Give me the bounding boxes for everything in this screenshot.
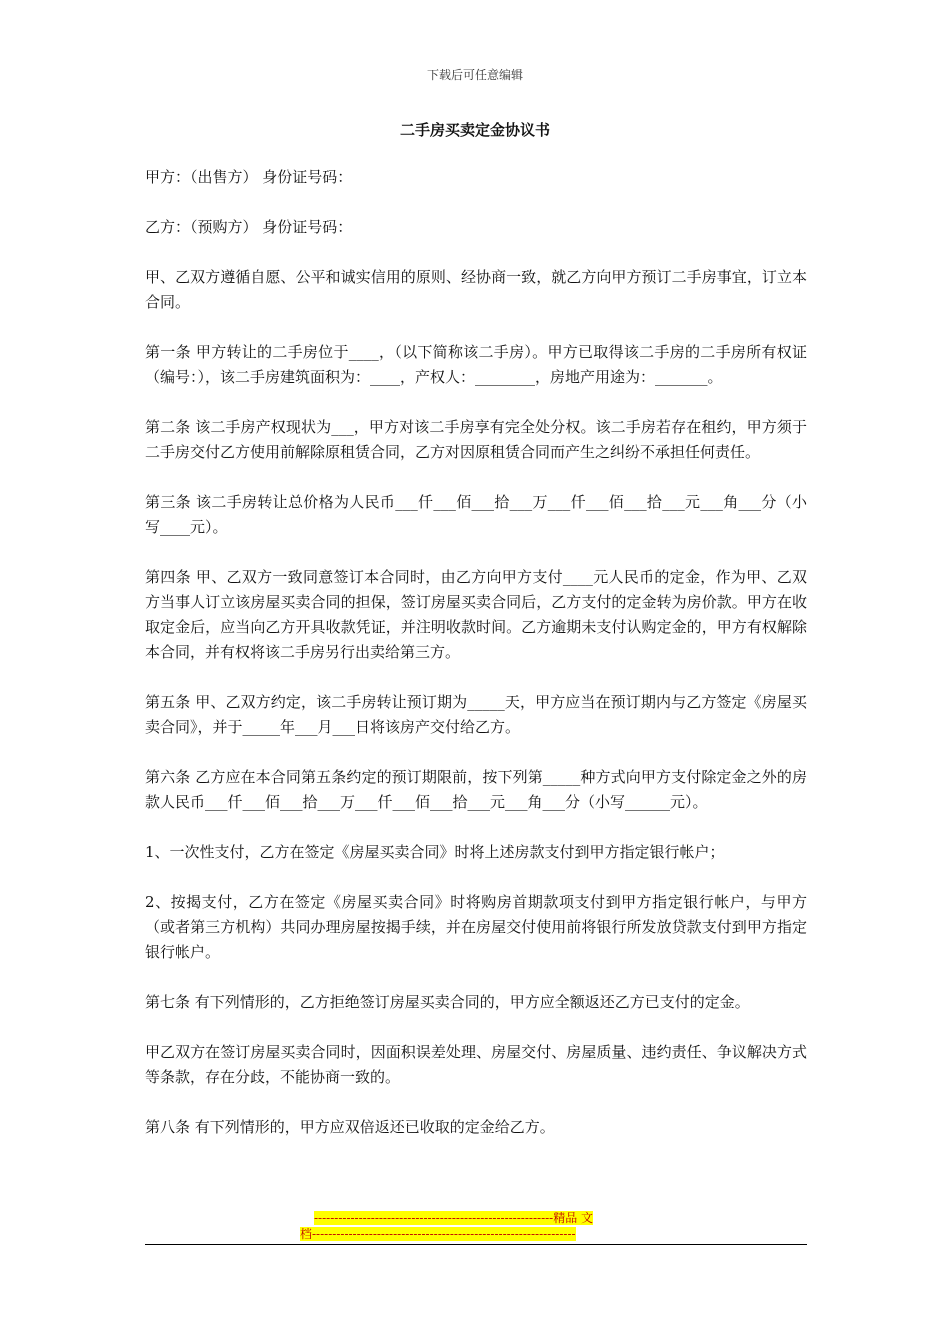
article-1-paragraph: 第一条 甲方转让的二手房位于____，（以下简称该二手房）。甲方已取得该二手房的二手房所有权证（编号：），该二手房建筑面积为：____，产权人：________，房地产用途为：_______。: [145, 343, 807, 386]
article-6-paragraph: 第六条 乙方应在本合同第五条约定的预订期限前，按下列第_____种方式向甲方支付除定金之外的房款人民币___仟___佰___拾___万___仟___佰___拾___元___角___分（小写______元）。: [145, 768, 807, 811]
document-body: [145, 165, 807, 1165]
article-8-paragraph: 第八条 有下列情形的，甲方应双倍返还已收取的定金给乙方。: [145, 1118, 555, 1136]
article-7-clause: 甲乙双方在签订房屋买卖合同时，因面积误差处理、房屋交付、房屋质量、违约责任、争议解决方式等条款，存在分歧，不能协商一致的。: [145, 1043, 807, 1086]
header-note: 下载后可任意编辑: [426, 68, 523, 82]
footer-divider: [145, 1244, 807, 1245]
article-4-paragraph: 第四条 甲、乙双方一致同意签订本合同时，由乙方向甲方支付____元人民币的定金，作为甲、乙双方当事人订立该房屋买卖合同的担保，签订房屋买卖合同后，乙方支付的定金转为房价款。甲方在收取定金后，应当向乙方开具收款凭证，并注明收款时间。乙方逾期未支付认购定金的，甲方有权解除本合同，并有权将该二手房另行出卖给第三方。: [145, 568, 807, 661]
footer-banner-line-2: 档-----------------------------------------------------------------: [300, 1227, 576, 1241]
preamble-paragraph: 甲、乙双方遵循自愿、公平和诚实信用的原则、经协商一致，就乙方向甲方预订二手房事宜，订立本合同。: [145, 268, 807, 311]
payment-option-1: 1、一次性支付，乙方在签定《房屋买卖合同》时将上述房款支付到甲方指定银行帐户；: [145, 843, 725, 861]
article-5-paragraph: 第五条 甲、乙双方约定，该二手房转让预订期为_____天，甲方应当在预订期内与乙方签定《房屋买卖合同》，并于_____年___月___日将该房产交付给乙方。: [145, 693, 807, 736]
document-title: 二手房买卖定金协议书: [399, 121, 550, 139]
party-a-line: 甲方：（出售方） 身份证号码：: [145, 168, 353, 186]
article-7-paragraph: 第七条 有下列情形的，乙方拒绝签订房屋买卖合同的，甲方应全额返还乙方已支付的定金。: [145, 993, 750, 1011]
footer-banner: [300, 1210, 650, 1242]
party-b-line: 乙方：（预购方） 身份证号码：: [145, 218, 353, 236]
article-2-paragraph: 第二条 该二手房产权现状为___，甲方对该二手房享有完全处分权。该二手房若存在租约，甲方须于二手房交付乙方使用前解除原租赁合同，乙方对因原租赁合同而产生之纠纷不承担任何责任。: [145, 418, 807, 461]
footer-banner-line-1: -----------------------------------------------------------精品 文: [314, 1211, 594, 1225]
article-3-paragraph: 第三条 该二手房转让总价格为人民币___仟___佰___拾___万___仟___佰___拾___元___角___分（小写____元）。: [145, 493, 807, 536]
payment-option-2: 2、按揭支付，乙方在签定《房屋买卖合同》时将购房首期款项支付到甲方指定银行帐户，与甲方（或者第三方机构）共同办理房屋按揭手续，并在房屋交付使用前将银行所发放贷款支付到甲方指定银行帐户。: [145, 893, 807, 961]
